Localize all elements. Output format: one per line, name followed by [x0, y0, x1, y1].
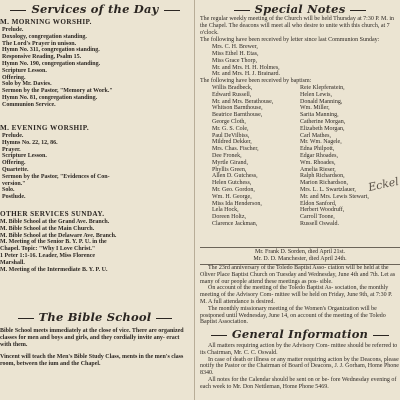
- member-name: Mr. Wm. Nagele,: [300, 139, 342, 146]
- member-name: Helen Lewis,: [300, 91, 332, 98]
- notes-column: [200, 0, 400, 400]
- evening-worship: [0, 124, 190, 201]
- member-name: George Cloth,: [212, 118, 246, 125]
- member-name: Reie Klepfenstein,: [300, 84, 345, 91]
- order-item: Sermon by the Pastor, "Evidences of Con-: [2, 173, 110, 180]
- order-item: Scripture Lesson.: [2, 153, 47, 160]
- member-name: Elizabeth Morgan,: [300, 125, 345, 132]
- morning-heading: M. MORNING WORSHIP.: [0, 18, 92, 26]
- order-item: Solo by Mr. Davies.: [2, 81, 52, 88]
- member-name: Mrs. Chas. Fischer,: [212, 146, 259, 153]
- member-name: Wm. Miller,: [300, 105, 330, 112]
- member-name: Mrs. C. H. Brewer,: [212, 44, 258, 51]
- special-notes-title: Special Notes: [200, 2, 400, 16]
- baptism-names-col-1: [212, 85, 300, 228]
- service-item: 1 Peter 1:1-16. Leader, Miss Florence: [0, 252, 96, 259]
- member-name: Russell Oswald.: [300, 220, 339, 227]
- baptism-names: [200, 85, 400, 228]
- death-notice: Mr. Frank D. Sorden, died April 21st.: [255, 249, 345, 255]
- member-name: Doreen Holtz,: [212, 214, 246, 221]
- service-item: Marshall.: [0, 259, 25, 266]
- member-name: Marion Richardson,: [300, 180, 348, 187]
- member-name: Carroll Toone,: [300, 214, 335, 221]
- member-name: Mr. and Mrs. H. J. Brainard.: [212, 71, 280, 78]
- evening-heading: M. EVENING WORSHIP.: [0, 124, 90, 132]
- morning-worship: [0, 18, 190, 109]
- order-item: Scripture Lesson.: [2, 67, 47, 74]
- member-name: Mr. and Mrs. Lewis Stewart,: [300, 193, 369, 200]
- weekly-meeting-note: The regular weekly meeting of the Church will be held Thursday at 7:30 P. M. in the Chapel. The deacons will meet all who desire to unite with this church, at 7 o'clock.: [200, 16, 395, 36]
- order-item: Responsive Reading, Psalm 15.: [2, 54, 82, 61]
- service-item: M. Bible School at the Grand Ave. Branch.: [0, 219, 110, 225]
- member-name: Mildred Dekker,: [212, 139, 252, 146]
- bible-school-title: The Bible School: [0, 310, 190, 324]
- notice-paragraph: The monthly missionary meeting of the Women's Organization will be postponed until Wednesday, June 14, on account of the meeting of the Toledo Baptist Association.: [200, 305, 386, 326]
- service-item: M. Bible School at the Delaware Ave. Branch.: [0, 232, 117, 239]
- title-rule-left: [10, 10, 26, 11]
- order-item: Offering.: [2, 160, 26, 167]
- member-name: Lela Hock,: [212, 207, 239, 214]
- member-name: Paul DeVilbiss,: [212, 132, 250, 139]
- order-item: Hymn No. 81, congregation standing.: [2, 94, 98, 101]
- member-name: Miss Grace Thorp,: [212, 57, 258, 64]
- notes-body: [200, 16, 400, 228]
- member-name: Mr. and Mrs. Berathouse,: [212, 98, 274, 105]
- member-name: Eldon Sanford,: [300, 200, 337, 207]
- notice-paragraph: On account of the meeting of the Toledo Baptist As- sociation, the monthly meeting of the Advisory Com- mittee will be held on Friday, June 9th, at 7:30 P. M. A full attendance is desired.: [200, 285, 393, 305]
- notice-paragraph: The 23rd anniversary of the Toledo Baptist Asso- ciation will be held at the Oliver Place Baptist Church on Tuesday and Wednesday, June 4th and 7th. Let as many of our people attend these meetings as pos- sible.: [200, 265, 396, 285]
- title-rule-right: [164, 10, 180, 11]
- member-name: Mr. and Mrs. H. H. Holmes,: [212, 64, 280, 71]
- title-rule-right: [156, 318, 172, 319]
- member-name: Mrs. L. L. Swartzlauer,: [300, 186, 356, 193]
- member-name: Carl Mathes,: [300, 132, 331, 139]
- info-paragraph: All matters requiring action by the Advisory Com- mittee should be referred to its Chairman, Mr. C. C. Oswald.: [200, 343, 398, 356]
- order-item: Hymn No. 190, congregation standing.: [2, 60, 101, 67]
- title-rule-left: [211, 335, 227, 336]
- member-name: Beatrice Barnthouse,: [212, 112, 263, 119]
- title-rule-left: [18, 318, 34, 319]
- member-name: Willis Bradbeck,: [212, 84, 253, 91]
- member-name: Mr. G. S. Cole,: [212, 125, 249, 132]
- member-name: Edna Philpott,: [300, 146, 335, 153]
- evening-order-list: [0, 133, 190, 201]
- handwritten-signature: Eckel: [366, 174, 400, 195]
- service-item: M. Bible School at the Main Church.: [0, 225, 95, 232]
- member-name: Wm. H. George,: [212, 193, 252, 200]
- title-rule-left: [234, 10, 250, 11]
- member-name: Phyllis Green,: [212, 166, 247, 173]
- info-paragraph: In case of death or illness or any matter requiring action by the Deacons, please notify the Pastor or the Chairman of Board of Deacons, J. J. Gorham, Home Phone 8340.: [200, 356, 399, 377]
- member-name: Myrtle Girand,: [212, 159, 248, 166]
- member-name: Ralph Richardson,: [300, 173, 345, 180]
- service-item: M. Meeting of the Intermediate B. Y. P. U.: [0, 266, 108, 273]
- order-item: Prayer.: [2, 146, 21, 153]
- association-notes: [200, 265, 400, 326]
- member-name: Herbert Woodruff,: [300, 207, 345, 214]
- order-item: Hymns No. 22, 12, 86.: [2, 139, 58, 146]
- deaths-list: [200, 249, 400, 263]
- member-name: Sarita Manning,: [300, 112, 339, 119]
- order-item: Quartette.: [2, 166, 29, 173]
- order-item: Prelude.: [2, 27, 24, 33]
- order-item: The Lord's Prayer in unison.: [2, 40, 77, 47]
- bible-school-text: [0, 328, 188, 368]
- member-name: Dee Fronek,: [212, 152, 242, 159]
- other-services: [0, 210, 190, 273]
- other-heading: OTHER SERVICES SUNDAY.: [0, 210, 105, 218]
- deaths-box: [200, 247, 400, 265]
- general-info-title: General Information: [200, 327, 400, 341]
- communion-intro: The following have been received by letter since last Communion Sunday:: [200, 37, 380, 44]
- member-name: Donald Manning,: [300, 98, 343, 105]
- title-rule-right: [373, 335, 389, 336]
- order-item: Hymn No. 311, congregation standing.: [2, 47, 100, 54]
- member-name: Edgar Rhoades,: [300, 152, 338, 159]
- member-name: Clarence Jackman,: [212, 220, 258, 227]
- order-item: Solo.: [2, 187, 15, 194]
- service-item: M. Meeting of the Senior B. Y. P. U. in the: [0, 239, 107, 246]
- order-item: Postlude.: [2, 194, 26, 201]
- member-name: Amelia Rieser,: [300, 166, 336, 173]
- member-name: Whitson Barnthouse,: [212, 105, 263, 112]
- baptism-names-col-2: [300, 85, 400, 228]
- order-item: Communion Service.: [2, 101, 56, 108]
- services-title: Services of the Day: [0, 2, 190, 16]
- death-notice: Mr. D. D. Manchester, died April 24th.: [253, 255, 347, 262]
- other-services-list: [0, 219, 190, 273]
- letter-members-list: [200, 44, 400, 78]
- general-info-body: [200, 343, 400, 391]
- member-name: Wm. Rhoades,: [300, 159, 336, 166]
- column-divider: [194, 0, 195, 400]
- service-item: Chapel. Topic: "Why I Love Christ.": [0, 246, 96, 253]
- bible-school-para-1: Bible School meets immediately at the close of vice. There are organized classes for men and boys and girls, and they cordially invite any- eract with them.: [0, 328, 184, 348]
- bible-school-para-2: Vincent will teach the Men's Bible Study Class, ments in the men's class room, between the ium and the Chapel.: [0, 354, 184, 368]
- order-item: Prelude.: [2, 133, 24, 139]
- info-paragraph: All notes for the Calendar should be sent on or be- fore Wednesday evening of each week to Mr. Don Nettleman, Home Phone 5469.: [200, 376, 397, 390]
- member-name: Mr. Geo. Gordon,: [212, 186, 255, 193]
- member-name: Miss Ethel H. Etas,: [212, 50, 259, 57]
- member-name: Miss Ida Henderson,: [212, 200, 262, 207]
- services-column: [0, 0, 190, 400]
- member-name: Allen D. Gutchess,: [212, 173, 258, 180]
- baptism-intro: The following have been received by baptism:: [200, 78, 312, 85]
- order-item: Sermon by the Pastor, "Memory at Work.": [2, 88, 113, 95]
- order-item: Doxology, congregation standing.: [2, 33, 87, 40]
- order-item: Offering.: [2, 74, 26, 81]
- order-item: version.": [2, 180, 26, 187]
- member-name: Edward Russell,: [212, 91, 252, 98]
- member-name: Catherine Morgan,: [300, 118, 346, 125]
- title-rule-right: [350, 10, 366, 11]
- member-name: Helen Gutchess,: [212, 180, 252, 187]
- morning-order-list: [0, 27, 190, 109]
